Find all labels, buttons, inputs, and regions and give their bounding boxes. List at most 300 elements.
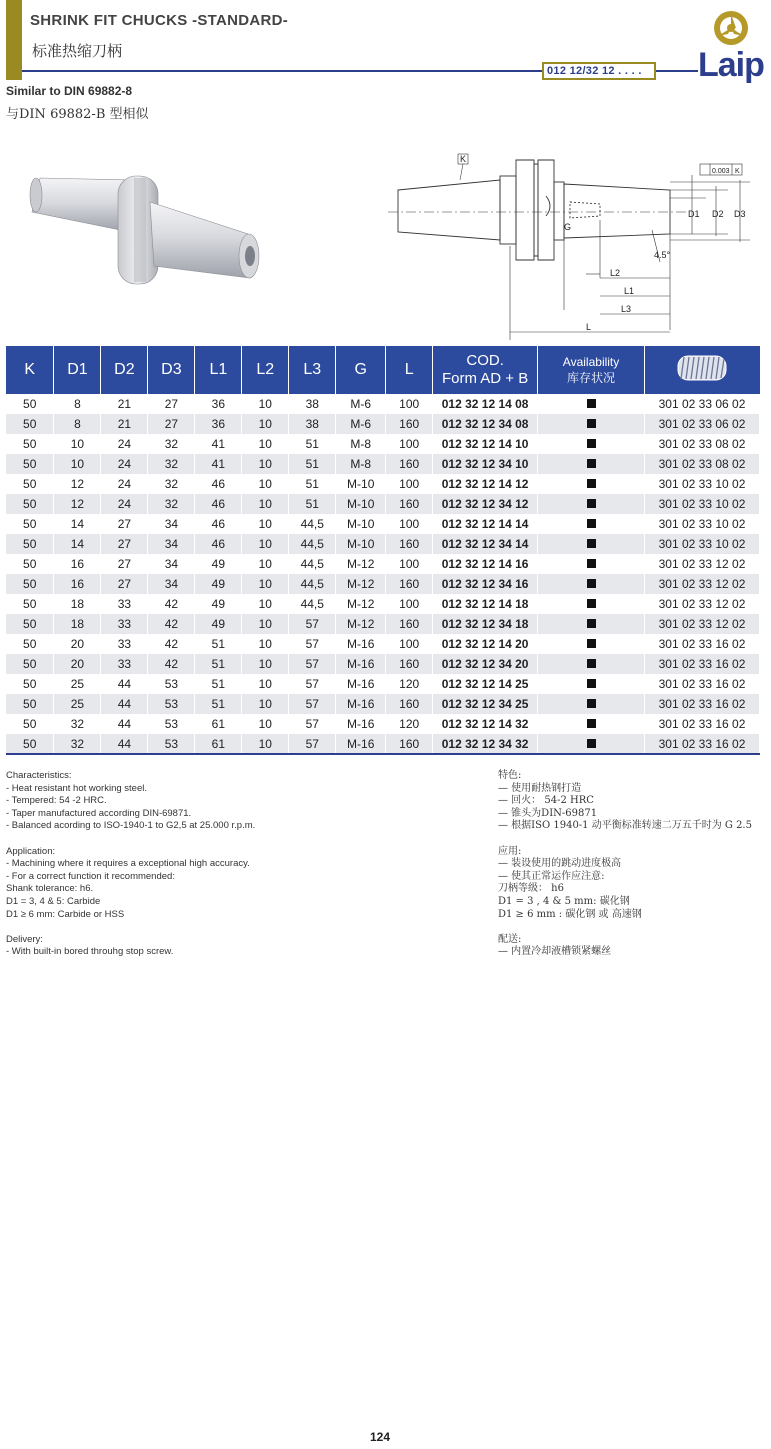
cell-availability <box>538 654 645 674</box>
cell-d2: 44 <box>101 674 148 694</box>
table-row <box>6 694 760 714</box>
note-en-block <box>6 934 255 959</box>
cell-availability <box>538 614 645 634</box>
table-row <box>6 674 760 694</box>
note-cn-line: — 使其正常运作应注意: <box>498 870 605 882</box>
cell-d2: 24 <box>101 494 148 514</box>
in-stock-square-icon <box>587 679 596 688</box>
col-header-l1: L1 <box>195 346 242 394</box>
cell-g: M-16 <box>336 734 386 754</box>
cell-l1: 51 <box>195 654 242 674</box>
cell-d3: 42 <box>148 594 195 614</box>
note-en-line: - Tempered: 54 -2 HRC. <box>6 795 107 807</box>
in-stock-square-icon <box>587 559 596 568</box>
cell-l1: 49 <box>195 594 242 614</box>
cell-l1: 49 <box>195 574 242 594</box>
cell-k: 50 <box>6 414 54 434</box>
note-en-heading: Characteristics: <box>6 770 72 781</box>
cell-screw-code: 301 02 33 16 02 <box>645 694 760 714</box>
page-title-chinese: 标准热缩刀柄 <box>32 42 123 60</box>
note-en-heading: Application: <box>6 845 56 857</box>
cell-d2: 21 <box>101 414 148 434</box>
cell-d3: 32 <box>148 434 195 454</box>
cell-l: 160 <box>386 734 433 754</box>
cell-d1: 25 <box>54 674 101 694</box>
cell-l2: 10 <box>242 654 289 674</box>
cell-availability <box>538 454 645 474</box>
drawing-label-l: L <box>586 322 592 332</box>
in-stock-square-icon <box>587 699 596 708</box>
in-stock-square-icon <box>587 419 596 428</box>
cell-l1: 49 <box>195 554 242 574</box>
cell-l2: 10 <box>242 734 289 754</box>
cell-g: M-6 <box>336 394 386 414</box>
cell-availability <box>538 714 645 734</box>
cell-k: 50 <box>6 734 54 754</box>
note-en-block <box>6 846 255 922</box>
cell-d1: 14 <box>54 534 101 554</box>
cell-d1: 32 <box>54 714 101 734</box>
in-stock-square-icon <box>587 499 596 508</box>
table-row <box>6 494 760 514</box>
in-stock-square-icon <box>587 399 596 408</box>
cell-l: 160 <box>386 694 433 714</box>
cell-l1: 49 <box>195 614 242 634</box>
notes-english <box>6 770 255 972</box>
technical-drawing <box>388 150 758 345</box>
note-cn-line: 刀柄等级： h6 <box>498 883 564 895</box>
cell-l2: 10 <box>242 474 289 494</box>
cell-d1: 20 <box>54 654 101 674</box>
cell-l3: 44,5 <box>289 514 336 534</box>
note-en-line: - Heat resistant hot working steel. <box>6 782 147 794</box>
cell-l2: 10 <box>242 574 289 594</box>
note-en-block <box>6 770 255 833</box>
cell-availability <box>538 674 645 694</box>
cell-screw-code: 301 02 33 12 02 <box>645 574 760 594</box>
table-row <box>6 454 760 474</box>
cell-l3: 38 <box>289 394 336 414</box>
cell-l2: 10 <box>242 514 289 534</box>
in-stock-square-icon <box>587 439 596 448</box>
cell-g: M-10 <box>336 474 386 494</box>
note-cn-block <box>498 770 752 833</box>
cell-code: 012 32 12 34 12 <box>433 494 538 514</box>
cell-d1: 16 <box>54 554 101 574</box>
in-stock-square-icon <box>587 459 596 468</box>
table-row <box>6 394 760 414</box>
cell-l: 120 <box>386 714 433 734</box>
cell-d1: 10 <box>54 434 101 454</box>
cell-d3: 53 <box>148 714 195 734</box>
cell-code: 012 32 12 14 16 <box>433 554 538 574</box>
cell-l: 160 <box>386 614 433 634</box>
cell-code: 012 32 12 14 32 <box>433 714 538 734</box>
drawing-label-d2: D2 <box>712 209 724 219</box>
table-header-row <box>6 346 760 394</box>
cell-d2: 27 <box>101 554 148 574</box>
cell-l1: 41 <box>195 434 242 454</box>
cell-g: M-12 <box>336 594 386 614</box>
col-header-availability-line1: Availability <box>562 355 620 369</box>
table-row <box>6 594 760 614</box>
note-cn-line: — 回火： 54-2 HRC <box>498 795 594 807</box>
note-cn-heading: 特色: <box>498 770 522 781</box>
cell-d1: 18 <box>54 594 101 614</box>
cell-l2: 10 <box>242 494 289 514</box>
cell-d1: 8 <box>54 394 101 414</box>
cell-screw-code: 301 02 33 16 02 <box>645 634 760 654</box>
cell-d2: 27 <box>101 574 148 594</box>
note-cn-block <box>498 846 752 922</box>
cell-d3: 27 <box>148 394 195 414</box>
note-en-line: D1 ≥ 6 mm: Carbide or HSS <box>6 908 125 920</box>
cell-l: 100 <box>386 474 433 494</box>
cell-l3: 57 <box>289 694 336 714</box>
cell-l3: 57 <box>289 614 336 634</box>
table-row <box>6 514 760 534</box>
cell-availability <box>538 474 645 494</box>
cell-l2: 10 <box>242 674 289 694</box>
note-en-heading: Delivery: <box>6 933 43 945</box>
cell-g: M-16 <box>336 654 386 674</box>
in-stock-square-icon <box>587 539 596 548</box>
note-en-line: - Balanced acording to ISO-1940-1 to G2,5 at 25.000 r.p.m. <box>6 820 256 832</box>
cell-l1: 46 <box>195 514 242 534</box>
cell-l1: 61 <box>195 734 242 754</box>
cell-code: 012 32 12 34 08 <box>433 414 538 434</box>
cell-l2: 10 <box>242 554 289 574</box>
cell-k: 50 <box>6 494 54 514</box>
cell-l1: 51 <box>195 674 242 694</box>
col-header-l3: L3 <box>289 346 336 394</box>
col-header-code-line2: Form AD + B <box>441 370 529 387</box>
cell-l: 160 <box>386 654 433 674</box>
cell-screw-code: 301 02 33 16 02 <box>645 714 760 734</box>
chuck-product-image <box>20 150 270 300</box>
cell-d1: 25 <box>54 694 101 714</box>
cell-k: 50 <box>6 554 54 574</box>
cell-g: M-16 <box>336 714 386 734</box>
in-stock-square-icon <box>587 659 596 668</box>
cell-code: 012 32 12 14 14 <box>433 514 538 534</box>
cell-d3: 27 <box>148 414 195 434</box>
cell-screw-code: 301 02 33 16 02 <box>645 654 760 674</box>
table-row <box>6 534 760 554</box>
cell-l1: 46 <box>195 474 242 494</box>
cell-k: 50 <box>6 514 54 534</box>
cell-d3: 53 <box>148 734 195 754</box>
cell-code: 012 32 12 14 25 <box>433 674 538 694</box>
cell-k: 50 <box>6 694 54 714</box>
cell-g: M-16 <box>336 694 386 714</box>
cell-d2: 27 <box>101 514 148 534</box>
col-header-l2: L2 <box>242 346 289 394</box>
cell-l1: 36 <box>195 394 242 414</box>
note-en-line: - Machining where it requires a exceptional high accuracy. <box>6 858 250 870</box>
cell-availability <box>538 634 645 654</box>
cell-g: M-12 <box>336 574 386 594</box>
table-row <box>6 434 760 454</box>
product-code-box: 012 12/32 12 . . . . <box>542 62 656 80</box>
drawing-label-d3: D3 <box>734 209 746 219</box>
cell-code: 012 32 12 14 10 <box>433 434 538 454</box>
note-en-line: - For a correct function it recommended: <box>6 870 175 882</box>
cell-l3: 44,5 <box>289 554 336 574</box>
cell-availability <box>538 694 645 714</box>
note-cn-line: — 使用耐热钢打造 <box>498 782 582 794</box>
table-row <box>6 414 760 434</box>
cell-d1: 8 <box>54 414 101 434</box>
cell-d3: 34 <box>148 554 195 574</box>
cell-screw-code: 301 02 33 10 02 <box>645 494 760 514</box>
cell-d2: 44 <box>101 734 148 754</box>
cell-l: 100 <box>386 514 433 534</box>
col-header-screw <box>645 346 760 394</box>
cell-l3: 44,5 <box>289 594 336 614</box>
cell-d3: 34 <box>148 574 195 594</box>
col-header-d2: D2 <box>101 346 148 394</box>
col-header-k: K <box>6 346 54 394</box>
cell-code: 012 32 12 14 20 <box>433 634 538 654</box>
col-header-code <box>433 346 538 394</box>
cell-l1: 61 <box>195 714 242 734</box>
cell-screw-code: 301 02 33 08 02 <box>645 434 760 454</box>
set-screw-icon <box>675 352 729 384</box>
cell-d2: 24 <box>101 434 148 454</box>
cell-l2: 10 <box>242 434 289 454</box>
cell-g: M-8 <box>336 454 386 474</box>
cell-d3: 34 <box>148 534 195 554</box>
page-number: 124 <box>370 1430 391 1444</box>
cell-l3: 44,5 <box>289 574 336 594</box>
cell-l2: 10 <box>242 534 289 554</box>
similar-standard: Similar to DIN 69882-8 <box>6 84 133 98</box>
cell-k: 50 <box>6 614 54 634</box>
note-en-line: - Taper manufactured according DIN-69871. <box>6 807 192 819</box>
laip-logo-text: Laip <box>698 46 764 84</box>
cell-d2: 33 <box>101 614 148 634</box>
cell-screw-code: 301 02 33 06 02 <box>645 394 760 414</box>
cell-code: 012 32 12 34 14 <box>433 534 538 554</box>
table-row <box>6 654 760 674</box>
cell-d2: 44 <box>101 714 148 734</box>
cell-l3: 57 <box>289 654 336 674</box>
cell-code: 012 32 12 34 20 <box>433 654 538 674</box>
cell-l3: 57 <box>289 714 336 734</box>
note-cn-line: D1 = 3 , 4 & 5 mm: 碳化钢 <box>498 895 630 907</box>
cell-code: 012 32 12 34 16 <box>433 574 538 594</box>
cell-l: 160 <box>386 454 433 474</box>
cell-d2: 33 <box>101 654 148 674</box>
cell-l2: 10 <box>242 594 289 614</box>
cell-screw-code: 301 02 33 10 02 <box>645 474 760 494</box>
cell-screw-code: 301 02 33 08 02 <box>645 454 760 474</box>
cell-d2: 33 <box>101 634 148 654</box>
cell-l: 160 <box>386 494 433 514</box>
cell-d3: 53 <box>148 674 195 694</box>
cell-g: M-10 <box>336 534 386 554</box>
cell-g: M-10 <box>336 514 386 534</box>
cell-k: 50 <box>6 654 54 674</box>
cell-d1: 10 <box>54 454 101 474</box>
col-header-availability <box>538 346 645 394</box>
cell-k: 50 <box>6 594 54 614</box>
cell-l1: 51 <box>195 694 242 714</box>
cell-k: 50 <box>6 574 54 594</box>
in-stock-square-icon <box>587 739 596 748</box>
cell-k: 50 <box>6 714 54 734</box>
cell-l: 100 <box>386 434 433 454</box>
cell-d2: 24 <box>101 474 148 494</box>
cell-d1: 12 <box>54 474 101 494</box>
drawing-label-g: G <box>564 222 572 232</box>
in-stock-square-icon <box>587 579 596 588</box>
drawing-label-l1: L1 <box>624 286 635 296</box>
header-accent-bar <box>6 0 22 80</box>
cell-code: 012 32 12 14 08 <box>433 394 538 414</box>
cell-g: M-8 <box>336 434 386 454</box>
cell-screw-code: 301 02 33 12 02 <box>645 554 760 574</box>
cell-d1: 16 <box>54 574 101 594</box>
drawing-label-tolerance-ref: K <box>735 168 740 175</box>
cell-g: M-6 <box>336 414 386 434</box>
note-en-line: Shank tolerance: h6. <box>6 883 94 895</box>
cell-g: M-12 <box>336 614 386 634</box>
note-cn-line: D1 ≥ 6 mm : 碳化钢 或 高速钢 <box>498 908 642 920</box>
cell-k: 50 <box>6 534 54 554</box>
col-header-d3: D3 <box>148 346 195 394</box>
cell-code: 012 32 12 34 32 <box>433 734 538 754</box>
cell-availability <box>538 514 645 534</box>
cell-availability <box>538 394 645 414</box>
cell-d3: 32 <box>148 474 195 494</box>
cell-l: 100 <box>386 554 433 574</box>
cell-l: 100 <box>386 394 433 414</box>
cell-l3: 51 <box>289 434 336 454</box>
cell-k: 50 <box>6 454 54 474</box>
cell-screw-code: 301 02 33 16 02 <box>645 674 760 694</box>
in-stock-square-icon <box>587 479 596 488</box>
table-row <box>6 614 760 634</box>
cell-k: 50 <box>6 434 54 454</box>
in-stock-square-icon <box>587 719 596 728</box>
table-row <box>6 734 760 754</box>
cell-l3: 51 <box>289 474 336 494</box>
spec-table <box>6 346 760 755</box>
cell-l2: 10 <box>242 414 289 434</box>
cell-d3: 42 <box>148 634 195 654</box>
drawing-label-d1: D1 <box>688 209 700 219</box>
cell-screw-code: 301 02 33 12 02 <box>645 614 760 634</box>
note-cn-line: — 内置冷却液槽锁紧螺丝 <box>498 946 612 958</box>
cell-d2: 21 <box>101 394 148 414</box>
note-en-line: - With built-in bored throuhg stop screw. <box>6 946 174 958</box>
note-en-line: D1 = 3, 4 & 5: Carbide <box>6 895 101 907</box>
drawing-label-angle: 4.5° <box>654 250 671 260</box>
note-cn-line: — 锥头为DIN-69871 <box>498 807 598 819</box>
cell-screw-code: 301 02 33 06 02 <box>645 414 760 434</box>
cell-l3: 51 <box>289 494 336 514</box>
cell-code: 012 32 12 14 12 <box>433 474 538 494</box>
cell-availability <box>538 534 645 554</box>
cell-d3: 53 <box>148 694 195 714</box>
note-cn-block <box>498 934 752 959</box>
note-cn-line: — 装设使用的跳动进度极高 <box>498 858 622 870</box>
cell-availability <box>538 734 645 754</box>
cell-l: 100 <box>386 634 433 654</box>
cell-g: M-12 <box>336 554 386 574</box>
cell-d2: 24 <box>101 454 148 474</box>
notes-chinese <box>498 770 752 972</box>
cell-l2: 10 <box>242 394 289 414</box>
in-stock-square-icon <box>587 519 596 528</box>
cell-d1: 20 <box>54 634 101 654</box>
cell-d3: 42 <box>148 654 195 674</box>
col-header-code-line1: COD. <box>466 352 504 369</box>
cell-k: 50 <box>6 394 54 414</box>
table-row <box>6 554 760 574</box>
drawing-label-k: K <box>460 154 467 164</box>
cell-screw-code: 301 02 33 12 02 <box>645 594 760 614</box>
cell-availability <box>538 434 645 454</box>
cell-l1: 41 <box>195 454 242 474</box>
col-header-g: G <box>336 346 386 394</box>
col-header-l: L <box>386 346 433 394</box>
cell-l3: 57 <box>289 674 336 694</box>
col-header-d1: D1 <box>54 346 101 394</box>
cell-l2: 10 <box>242 714 289 734</box>
col-header-availability-line2: 库存状况 <box>567 371 616 385</box>
cell-l3: 38 <box>289 414 336 434</box>
cell-availability <box>538 554 645 574</box>
cell-d3: 34 <box>148 514 195 534</box>
cell-l: 160 <box>386 414 433 434</box>
cell-l2: 10 <box>242 634 289 654</box>
cell-k: 50 <box>6 474 54 494</box>
cell-d3: 32 <box>148 494 195 514</box>
cell-l3: 57 <box>289 634 336 654</box>
note-cn-heading: 配送: <box>498 933 522 945</box>
cell-availability <box>538 494 645 514</box>
cell-l2: 10 <box>242 614 289 634</box>
page-title: SHRINK FIT CHUCKS -STANDARD- <box>30 12 289 29</box>
cell-l: 160 <box>386 574 433 594</box>
cell-d1: 18 <box>54 614 101 634</box>
cell-screw-code: 301 02 33 16 02 <box>645 734 760 754</box>
drawing-label-l2: L2 <box>610 268 621 278</box>
table-row <box>6 574 760 594</box>
cell-l1: 36 <box>195 414 242 434</box>
cell-g: M-16 <box>336 634 386 654</box>
in-stock-square-icon <box>587 639 596 648</box>
cell-l3: 57 <box>289 734 336 754</box>
cell-l2: 10 <box>242 694 289 714</box>
cell-d3: 32 <box>148 454 195 474</box>
cell-l: 120 <box>386 674 433 694</box>
cell-d1: 32 <box>54 734 101 754</box>
in-stock-square-icon <box>587 599 596 608</box>
drawing-label-l3: L3 <box>621 304 632 314</box>
in-stock-square-icon <box>587 619 596 628</box>
cell-k: 50 <box>6 674 54 694</box>
cell-g: M-10 <box>336 494 386 514</box>
note-cn-line: — 根据ISO 1940-1 动平衡标准转速二万五千时为 G 2.5 <box>498 820 752 832</box>
cell-code: 012 32 12 34 18 <box>433 614 538 634</box>
cell-d2: 27 <box>101 534 148 554</box>
cell-l1: 51 <box>195 634 242 654</box>
cell-code: 012 32 12 34 10 <box>433 454 538 474</box>
